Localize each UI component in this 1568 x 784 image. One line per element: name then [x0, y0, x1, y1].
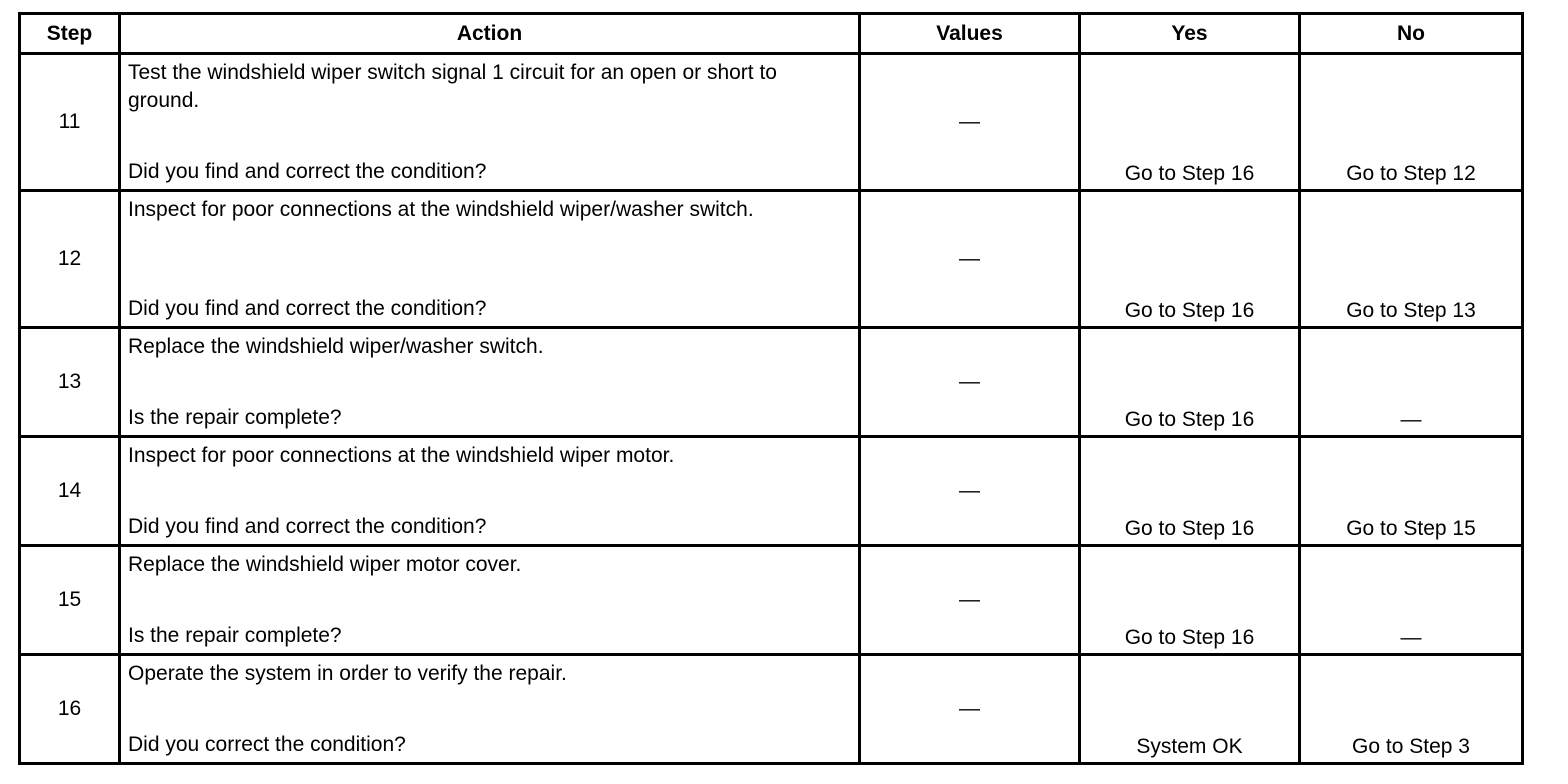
- yes-result: Go to Step 16: [1080, 328, 1300, 437]
- action-question: Did you find and correct the condition?: [128, 160, 487, 183]
- yes-result: Go to Step 16: [1080, 437, 1300, 546]
- action-question: Is the repair complete?: [128, 406, 342, 429]
- values-cell: —: [860, 54, 1080, 191]
- action-text: Replace the windshield wiper/washer switch.: [128, 335, 544, 358]
- table-row: [20, 328, 1523, 437]
- table-body: [20, 54, 1523, 764]
- table-header: [20, 14, 1523, 54]
- step-number: 14: [20, 437, 120, 546]
- no-result: Go to Step 13: [1300, 191, 1523, 328]
- action-question: Did you find and correct the condition?: [128, 515, 487, 538]
- header-no: No: [1300, 14, 1523, 54]
- yes-result: Go to Step 16: [1080, 546, 1300, 655]
- action-text: Operate the system in order to verify the repair.: [128, 662, 567, 685]
- no-result: Go to Step 12: [1300, 54, 1523, 191]
- action-question: Is the repair complete?: [128, 624, 342, 647]
- action-cell: [120, 191, 860, 328]
- yes-result: Go to Step 16: [1080, 54, 1300, 191]
- no-result: Go to Step 15: [1300, 437, 1523, 546]
- values-cell: —: [860, 655, 1080, 764]
- values-cell: —: [860, 546, 1080, 655]
- step-number: 12: [20, 191, 120, 328]
- table-row: [20, 546, 1523, 655]
- step-number: 15: [20, 546, 120, 655]
- no-result: Go to Step 3: [1300, 655, 1523, 764]
- action-question: Did you correct the condition?: [128, 733, 406, 756]
- action-text: Inspect for poor connections at the windshield wiper motor.: [128, 444, 675, 467]
- action-text: Inspect for poor connections at the windshield wiper/washer switch.: [128, 198, 754, 221]
- action-cell: [120, 546, 860, 655]
- table-row: [20, 54, 1523, 191]
- table-row: [20, 655, 1523, 764]
- step-number: 11: [20, 54, 120, 191]
- values-cell: —: [860, 437, 1080, 546]
- action-cell: [120, 437, 860, 546]
- step-number: 16: [20, 655, 120, 764]
- action-text: Test the windshield wiper switch signal 1 circuit for an open or short to ground.: [128, 61, 777, 112]
- diagnostic-table: [18, 12, 1524, 765]
- no-result: —: [1300, 328, 1523, 437]
- yes-result: System OK: [1080, 655, 1300, 764]
- action-question: Did you find and correct the condition?: [128, 297, 487, 320]
- action-cell: [120, 655, 860, 764]
- table-row: [20, 191, 1523, 328]
- table-row: [20, 437, 1523, 546]
- values-cell: —: [860, 328, 1080, 437]
- header-values: Values: [860, 14, 1080, 54]
- action-cell: [120, 54, 860, 191]
- no-result: —: [1300, 546, 1523, 655]
- step-number: 13: [20, 328, 120, 437]
- action-cell: [120, 328, 860, 437]
- header-yes: Yes: [1080, 14, 1300, 54]
- header-row: [20, 14, 1523, 54]
- yes-result: Go to Step 16: [1080, 191, 1300, 328]
- values-cell: —: [860, 191, 1080, 328]
- header-action: Action: [120, 14, 860, 54]
- header-step: Step: [20, 14, 120, 54]
- action-text: Replace the windshield wiper motor cover.: [128, 553, 522, 576]
